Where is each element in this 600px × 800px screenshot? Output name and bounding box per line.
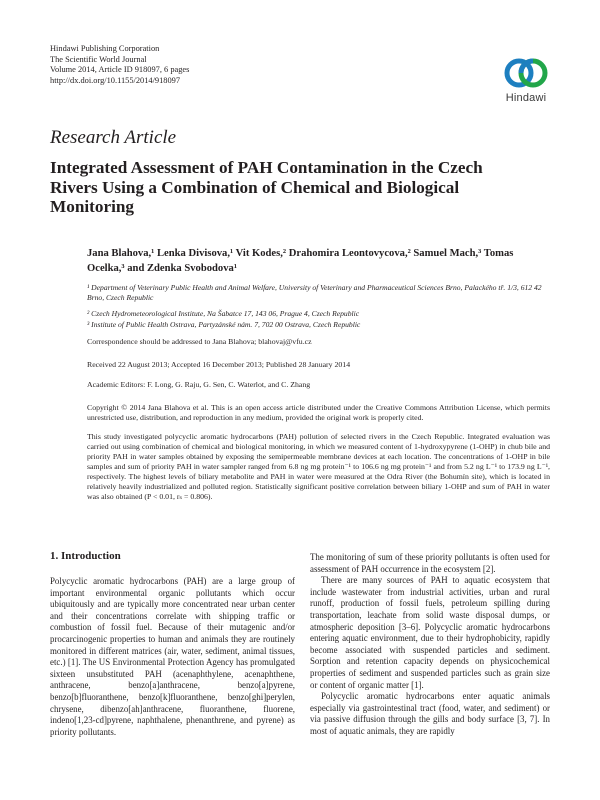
- article-type: Research Article: [50, 127, 177, 148]
- right-paragraph-2: There are many sources of PAH to aquatic ecosystem that include wastewater from industrial activities, urban and rural runoff, production of fossil fuels, petroleum spilling during transportation, leachate from solid waste disposal dumps, or atmospheric deposition [3–6]. Polycyclic aromatic hydrocarbons entering aquatic environment, due to their hydrophobicity, rapidly become associated with suspended particles and sediment. Sorption and retention capacity depends on physicochemical properties of sediment and suspended particles such as grain size or content of organic matter [1].: [310, 575, 550, 690]
- logo-text: Hindawi: [505, 92, 547, 104]
- academic-editors: Academic Editors: F. Long, G. Raju, G. Sen, C. Waterlot, and C. Zhang: [87, 380, 311, 389]
- doi-link[interactable]: http://dx.doi.org/10.1155/2014/918097: [50, 75, 181, 85]
- author-list: Jana Blahova,¹ Lenka Divisova,¹ Vit Kodes,² Drahomira Leontovycova,² Samuel Mach,³ Tomas Ocelka,³ and Zdenka Svobodova¹: [87, 248, 514, 274]
- article-title: Integrated Assessment of PAH Contamination in the Czech Rivers Using a Combination of Chemical and Biological Monitoring: [50, 158, 483, 216]
- article-dates: Received 22 August 2013; Accepted 16 December 2013; Published 28 January 2014: [87, 360, 351, 369]
- right-paragraph-3: Polycyclic aromatic hydrocarbons enter aquatic animals especially via gastrointestinal tract (food, water, and sediment) or via passive diffusion through the gills and body surface [3, 7]. In most of aquatic animals, they are rapidly: [310, 691, 550, 736]
- copyright-notice: Copyright © 2014 Jana Blahova et al. This is an open access article distributed under the Creative Commons Attribution License, which permits unrestricted use, distribution, and reproduction in any medium, provided the original work is properly cited.: [87, 403, 550, 422]
- correspondence: Correspondence should be addressed to Jana Blahova; blahovaj@vfu.cz: [87, 337, 312, 346]
- abstract: This study investigated polycyclic aromatic hydrocarbons (PAH) pollution of selected rivers in the Czech Republic. Integrated evaluation was carried out using combination of chemical and biological monitoring, in which we measured content of 1-hydroxypyrene (1-OHP) in chub bile and priority PAH in water samples obtained by exposing the semipermeable membrane devices at each location. The concentrations of 1-OHP in bile samples and sum of priority PAH in water sampler ranged from 6.8 ng mg protein⁻¹ to 106.6 ng mg protein⁻¹ and from 5.2 ng L⁻¹ to 173.9 ng L⁻¹, respectively. The highest levels of biliary metabolite and PAH in water were measured at the Odra River (the Bohumín site), which is located in relatively heavily industrialized and polluted region. Statistically significant positive correlation between biliary 1-OHP and sum of PAH in water was also obtained (P < 0.01, rₛ = 0.806).: [87, 432, 550, 501]
- affiliation-1: ¹ Department of Veterinary Public Health and Animal Welfare, University of Veterinary and Pharmaceutical Sciences Brno, Palackého tř. 1/3, 612 42 Brno, Czech Republic: [87, 283, 542, 302]
- affiliation-3: ³ Institute of Public Health Ostrava, Partyzánské nám. 7, 702 00 Ostrava, Czech Republic: [87, 320, 361, 329]
- section-heading: 1. Introduction: [50, 550, 121, 562]
- left-column: [50, 576, 295, 738]
- volume-info: Volume 2014, Article ID 918097, 6 pages: [50, 65, 190, 74]
- intro-paragraph: Polycyclic aromatic hydrocarbons (PAH) are a large group of important environmental organic pollutants which occur ubiquitously and are typically more concentrated near urban center and their concentrations correlate with shipping traffic or combustion of fossil fuel. Because of their mutagenic and/or procarcinogenic properties to human and animals they are routinely monitored in different matrices (air, water, sediment, animal tissues, etc.) [1]. The US Environmental Protection Agency has promulgated sixteen unsubstituted PAH (acenaphthylene, acenaphthene, anthracene, benzo[a]anthracene, benzo[a]pyrene, benzo[b]fluoranthene, benzo[k]fluoranthene, benzo[ghi]perylen, chrysene, dibenzo[ah]anthracene, fluoranthene, fluorene, indeno[1,23-cd]pyrene, naphthalene, phenanthrene, and pyrene) as priority pollutants.: [50, 576, 295, 737]
- publisher-line: Hindawi Publishing Corporation: [50, 44, 160, 53]
- affiliation-2: ² Czech Hydrometeorological Institute, Na Šabatce 17, 143 06, Prague 4, Czech Republic: [87, 309, 360, 318]
- right-paragraph-1: The monitoring of sum of these priority pollutants is often used for assessment of PAH occurrence in the ecosystem [2].: [310, 552, 550, 574]
- right-column: [310, 552, 550, 738]
- journal-header: [50, 44, 189, 86]
- journal-name: The Scientific World Journal: [50, 54, 147, 64]
